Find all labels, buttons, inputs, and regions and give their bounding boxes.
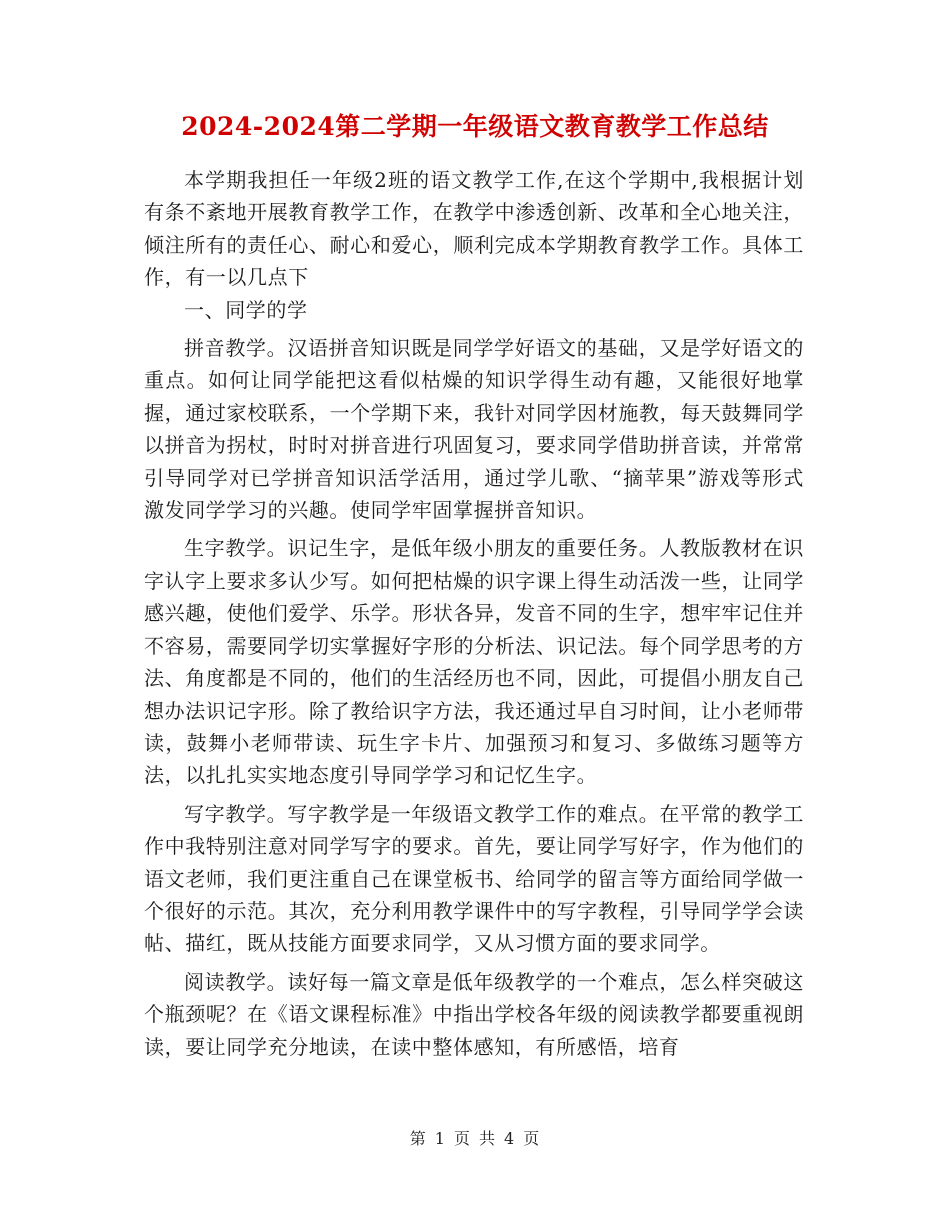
page-footer: [0, 1126, 950, 1149]
footer-page-word: 页: [453, 1129, 471, 1148]
footer-page-number: 1: [434, 1129, 446, 1148]
paragraph-reading: 阅读教学。读好每一篇文章是低年级教学的一个难点，怎么样突破这个瓶颈呢？在《语文课程标准》中指出学校各年级的阅读教学都要重视朗读，要让同学充分地读，在读中整体感知，有所感悟，培育: [144, 969, 804, 1059]
document-body: [144, 132, 804, 1063]
paragraph-characters: 生字教学。识记生字，是低年级小朋友的重要任务。人教版教材在识字认字上要求多认少写。如何把枯燥的识字课上得生动活泼一些，让同学感兴趣，使他们爱学、乐学。形状各异，发音不同的生字，想牢牢记住并不容易，需要同学切实掌握好字形的分析法、识记法。每个同学思考的方法、角度都是不同的，他们的生活经历也不同，因此，可提倡小朋友自己想办法识记字形。除了教给识字方法，我还通过早自习时间，让小老师带读，鼓舞小老师带读、玩生字卡片、加强预习和复习、多做练习题等方法，以扎扎实实地态度引导同学学习和记忆生字。: [144, 536, 804, 788]
footer-suffix: 页: [523, 1129, 541, 1148]
section-heading: 一、同学的学: [184, 297, 308, 322]
footer-total-word: 共: [479, 1129, 497, 1148]
paragraph-writing: 写字教学。写字教学是一年级语文教学工作的难点。在平常的教学工作中我特别注意对同学写字的要求。首先，要让同学写好字，作为他们的语文老师，我们更注重自己在课堂板书、给同学的留言等方面给同学做一个很好的示范。其次，充分利用教学课件中的写字教程，引导同学学会读帖、描红，既从技能方面要求同学，又从习惯方面的要求同学。: [144, 801, 804, 956]
footer-prefix: 第: [409, 1129, 427, 1148]
footer-total-pages: 4: [504, 1129, 516, 1148]
paragraph-pinyin: 拼音教学。汉语拼音知识既是同学学好语文的基础，又是学好语文的重点。如何让同学能把这看似枯燥的知识学得生动有趣，又能很好地掌握，通过家校联系，一个学期下来，我针对同学因材施教，每天鼓舞同学以拼音为拐杖，时时对拼音进行巩固复习，要求同学借助拼音读，并常常引导同学对已学拼音知识活学活用，通过学儿歌、“摘苹果”游戏等形式激发同学学习的兴趣。使同学牢固掌握拼音知识。: [144, 336, 804, 523]
document-title: 2024-2024第二学期一年级语文教育教学工作总结: [181, 112, 769, 141]
paragraph-intro: 本学期我担任一年级2班的语文教学工作,在这个学期中,我根据计划有条不紊地开展教育教学工作，在教学中渗透创新、改革和全心地关注，倾注所有的责任心、耐心和爱心，顺利完成本学期教育教学工作。具体工作，有一以几点下: [144, 168, 804, 290]
